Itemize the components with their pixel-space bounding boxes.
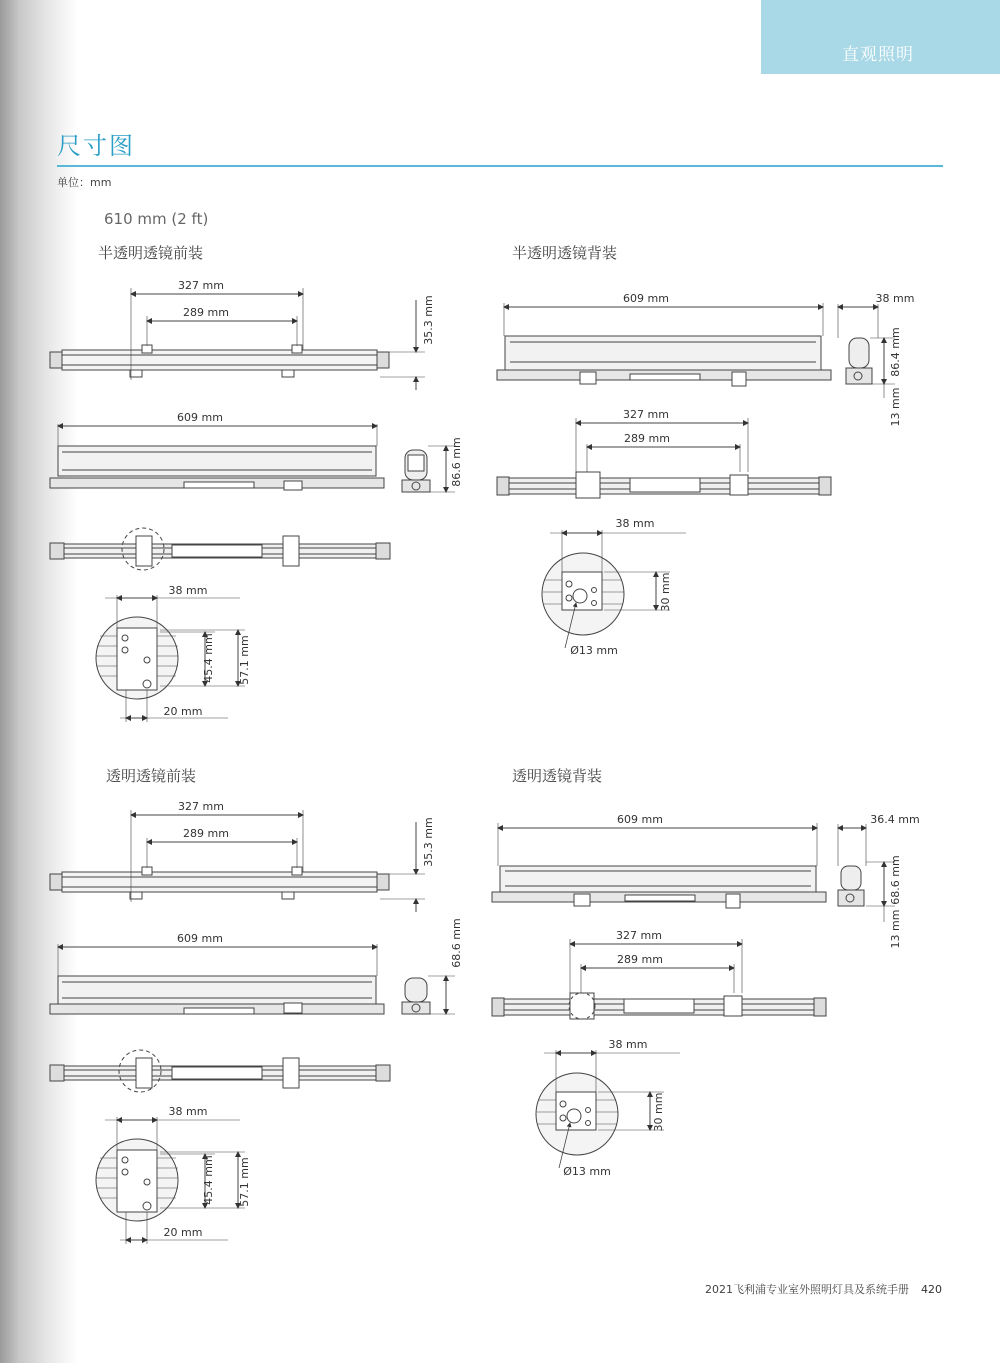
dim-86-6: 86.6 mm — [450, 437, 463, 487]
dim-45-4: 45.4 mm — [202, 1155, 215, 1205]
dim-57-1: 57.1 mm — [238, 1157, 251, 1207]
dim-86-4: 86.4 mm — [889, 327, 902, 377]
unit-label: 单位：mm — [57, 176, 112, 189]
dim-68-6: 68.6 mm — [889, 855, 902, 905]
dim-30: 30 mm — [659, 572, 672, 612]
dim-327: 327 mm — [623, 408, 669, 421]
dim-13: 13 mm — [889, 909, 902, 949]
page-footer — [705, 1281, 942, 1297]
dim-289: 289 mm — [617, 953, 663, 966]
dim-20: 20 mm — [163, 705, 203, 718]
dim-609: 609 mm — [177, 411, 223, 424]
dim-327: 327 mm — [178, 279, 224, 292]
section-title-back-clear: 透明透镜背装 — [512, 767, 603, 785]
dim-327: 327 mm — [616, 929, 662, 942]
drawing-back-semi — [497, 303, 895, 648]
drawing-front-clear — [50, 810, 455, 1244]
dim-30: 30 mm — [652, 1092, 665, 1132]
dim-68-6: 68.6 mm — [450, 918, 463, 968]
dim-289: 289 mm — [183, 306, 229, 319]
dim-45-4: 45.4 mm — [202, 633, 215, 683]
dim-35-3: 35.3 mm — [422, 295, 435, 345]
product-size-label: 610 mm (2 ft) — [104, 210, 209, 228]
page-title: 尺寸图 — [57, 132, 135, 160]
section-title-front-semi: 半透明透镜前装 — [98, 244, 204, 262]
footer-text: 2021飞利浦专业室外照明灯具及系统手册 — [705, 1283, 909, 1296]
dim-36-4: 36.4 mm — [870, 813, 920, 826]
dim-20: 20 mm — [163, 1226, 203, 1239]
dim-609: 609 mm — [177, 932, 223, 945]
dim-609: 609 mm — [617, 813, 663, 826]
dim-327: 327 mm — [178, 800, 224, 813]
dim-38: 38 mm — [608, 1038, 648, 1051]
dim-13: 13 mm — [889, 387, 902, 427]
dim-57-1: 57.1 mm — [238, 635, 251, 685]
dim-289: 289 mm — [624, 432, 670, 445]
drawing-front-semi — [50, 288, 455, 722]
category-tab-label: 直观照明 — [842, 45, 914, 65]
dim-289: 289 mm — [183, 827, 229, 840]
section-title-front-clear: 透明透镜前装 — [106, 767, 197, 785]
section-title-back-semi: 半透明透镜背装 — [512, 244, 618, 262]
dim-38: 38 mm — [168, 1105, 208, 1118]
dim-38: 38 mm — [168, 584, 208, 597]
dim-609: 609 mm — [623, 292, 669, 305]
dim-35-3: 35.3 mm — [422, 817, 435, 867]
dim-38: 38 mm — [875, 292, 915, 305]
dim-38: 38 mm — [615, 517, 655, 530]
dim-dia-13: Ø13 mm — [570, 644, 618, 657]
dim-dia-13: Ø13 mm — [563, 1165, 611, 1178]
page-number: 420 — [921, 1283, 942, 1296]
drawing-back-clear — [492, 823, 895, 1168]
